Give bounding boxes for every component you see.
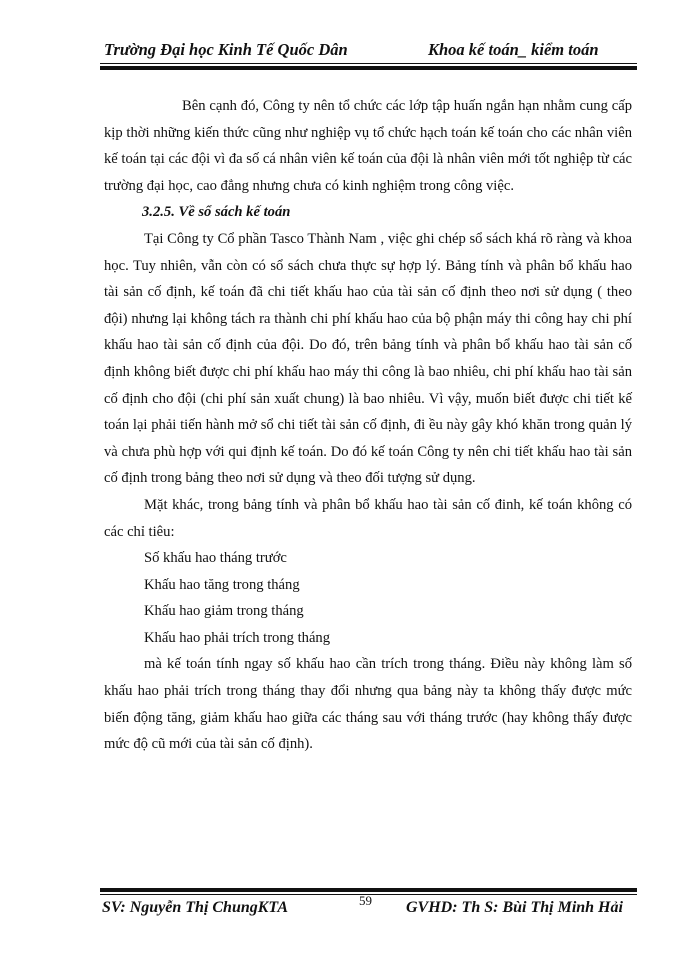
footer-rule-thick [100, 888, 637, 892]
page-body [104, 93, 632, 758]
paragraph-bookkeeping: Tại Công ty Cổ phần Tasco Thành Nam , việc ghi chép sổ sách khá rõ ràng và khoa học. Tuy nhiên, vẫn còn có sổ sách chưa thực sự hợp lý. Bảng tính và phân bổ khấu hao tài sản cố định, kế toán đã chi tiết khấu hao của tài sản cố định theo nơi sử dụng ( theo đội) nhưng lại không tách ra thành chi phí khấu hao của bộ phận máy thi công hay chi phí khấu hao tài sản cố định của đội. Do đó, trên bảng tính và phân bổ khấu hao tài sản cố định không biết được chi phí khấu hao máy thi công là bao nhiêu, chi phí khấu hao tài sản cố định cho đội (chi phí sản xuất chung) là bao nhiêu. Vì vậy, muốn biết được chi tiết kế toán lại phải tiến hành mở sổ chi tiết tài sản cố định, đi ều này gây khó khăn trong quản lý và chưa phù hợp với qui định kế toán. Do đó kế toán Công ty nên chi tiết khấu hao tài sản cố định trong bảng theo nơi sử dụng và theo đối tượng sử dụng. [104, 230, 632, 487]
list-item: Số khấu hao tháng trước [144, 550, 287, 567]
header-school-name: Trường Đại học Kinh Tế Quốc Dân [104, 40, 348, 59]
footer-supervisor: GVHD: Th S: Bùi Thị Minh Hải [406, 899, 623, 916]
footer-student: SV: Nguyễn Thị ChungKTA [102, 899, 288, 916]
header-rule-thick [100, 66, 637, 70]
header-rule-thin [100, 63, 637, 64]
paragraph-conclusion: mà kế toán tính ngay số khấu hao cần trích trong tháng. Điều này không làm số khấu hao phải trích trong tháng thay đổi nhưng qua bảng này ta không thấy được mức biến động tăng, giảm khấu hao giữa các tháng sau với tháng trước (hay không thấy được mức độ cũ mới của tài sản cố định). [104, 656, 632, 753]
paragraph-training: Bên cạnh đó, Công ty nên tổ chức các lớp tập huấn ngắn hạn nhằm cung cấp kịp thời những kiến thức cũng như nghiệp vụ tổ chức hạch toán kế toán cho các nhân viên kế toán tại các đội vì đa số cá nhân viên kế toán của đội là nhân viên mới tốt nghiệp từ các trường đại học, cao đẳng nhưng chưa có kinh nghiệm trong công việc. [104, 98, 632, 194]
list-item: Khấu hao giảm trong tháng [144, 603, 304, 620]
list-item: Khấu hao phải trích trong tháng [144, 629, 331, 646]
list-item: Khấu hao tăng trong tháng [144, 576, 300, 593]
header-department: Khoa kế toán_ kiểm toán [428, 40, 599, 59]
section-heading: 3.2.5. Về sổ sách kế toán [142, 204, 291, 221]
page-number: 59 [359, 893, 372, 908]
paragraph-indicators-intro: Mặt khác, trong bảng tính và phân bổ khấu hao tài sản cố đinh, kế toán không có các chỉ tiêu: [104, 496, 632, 540]
